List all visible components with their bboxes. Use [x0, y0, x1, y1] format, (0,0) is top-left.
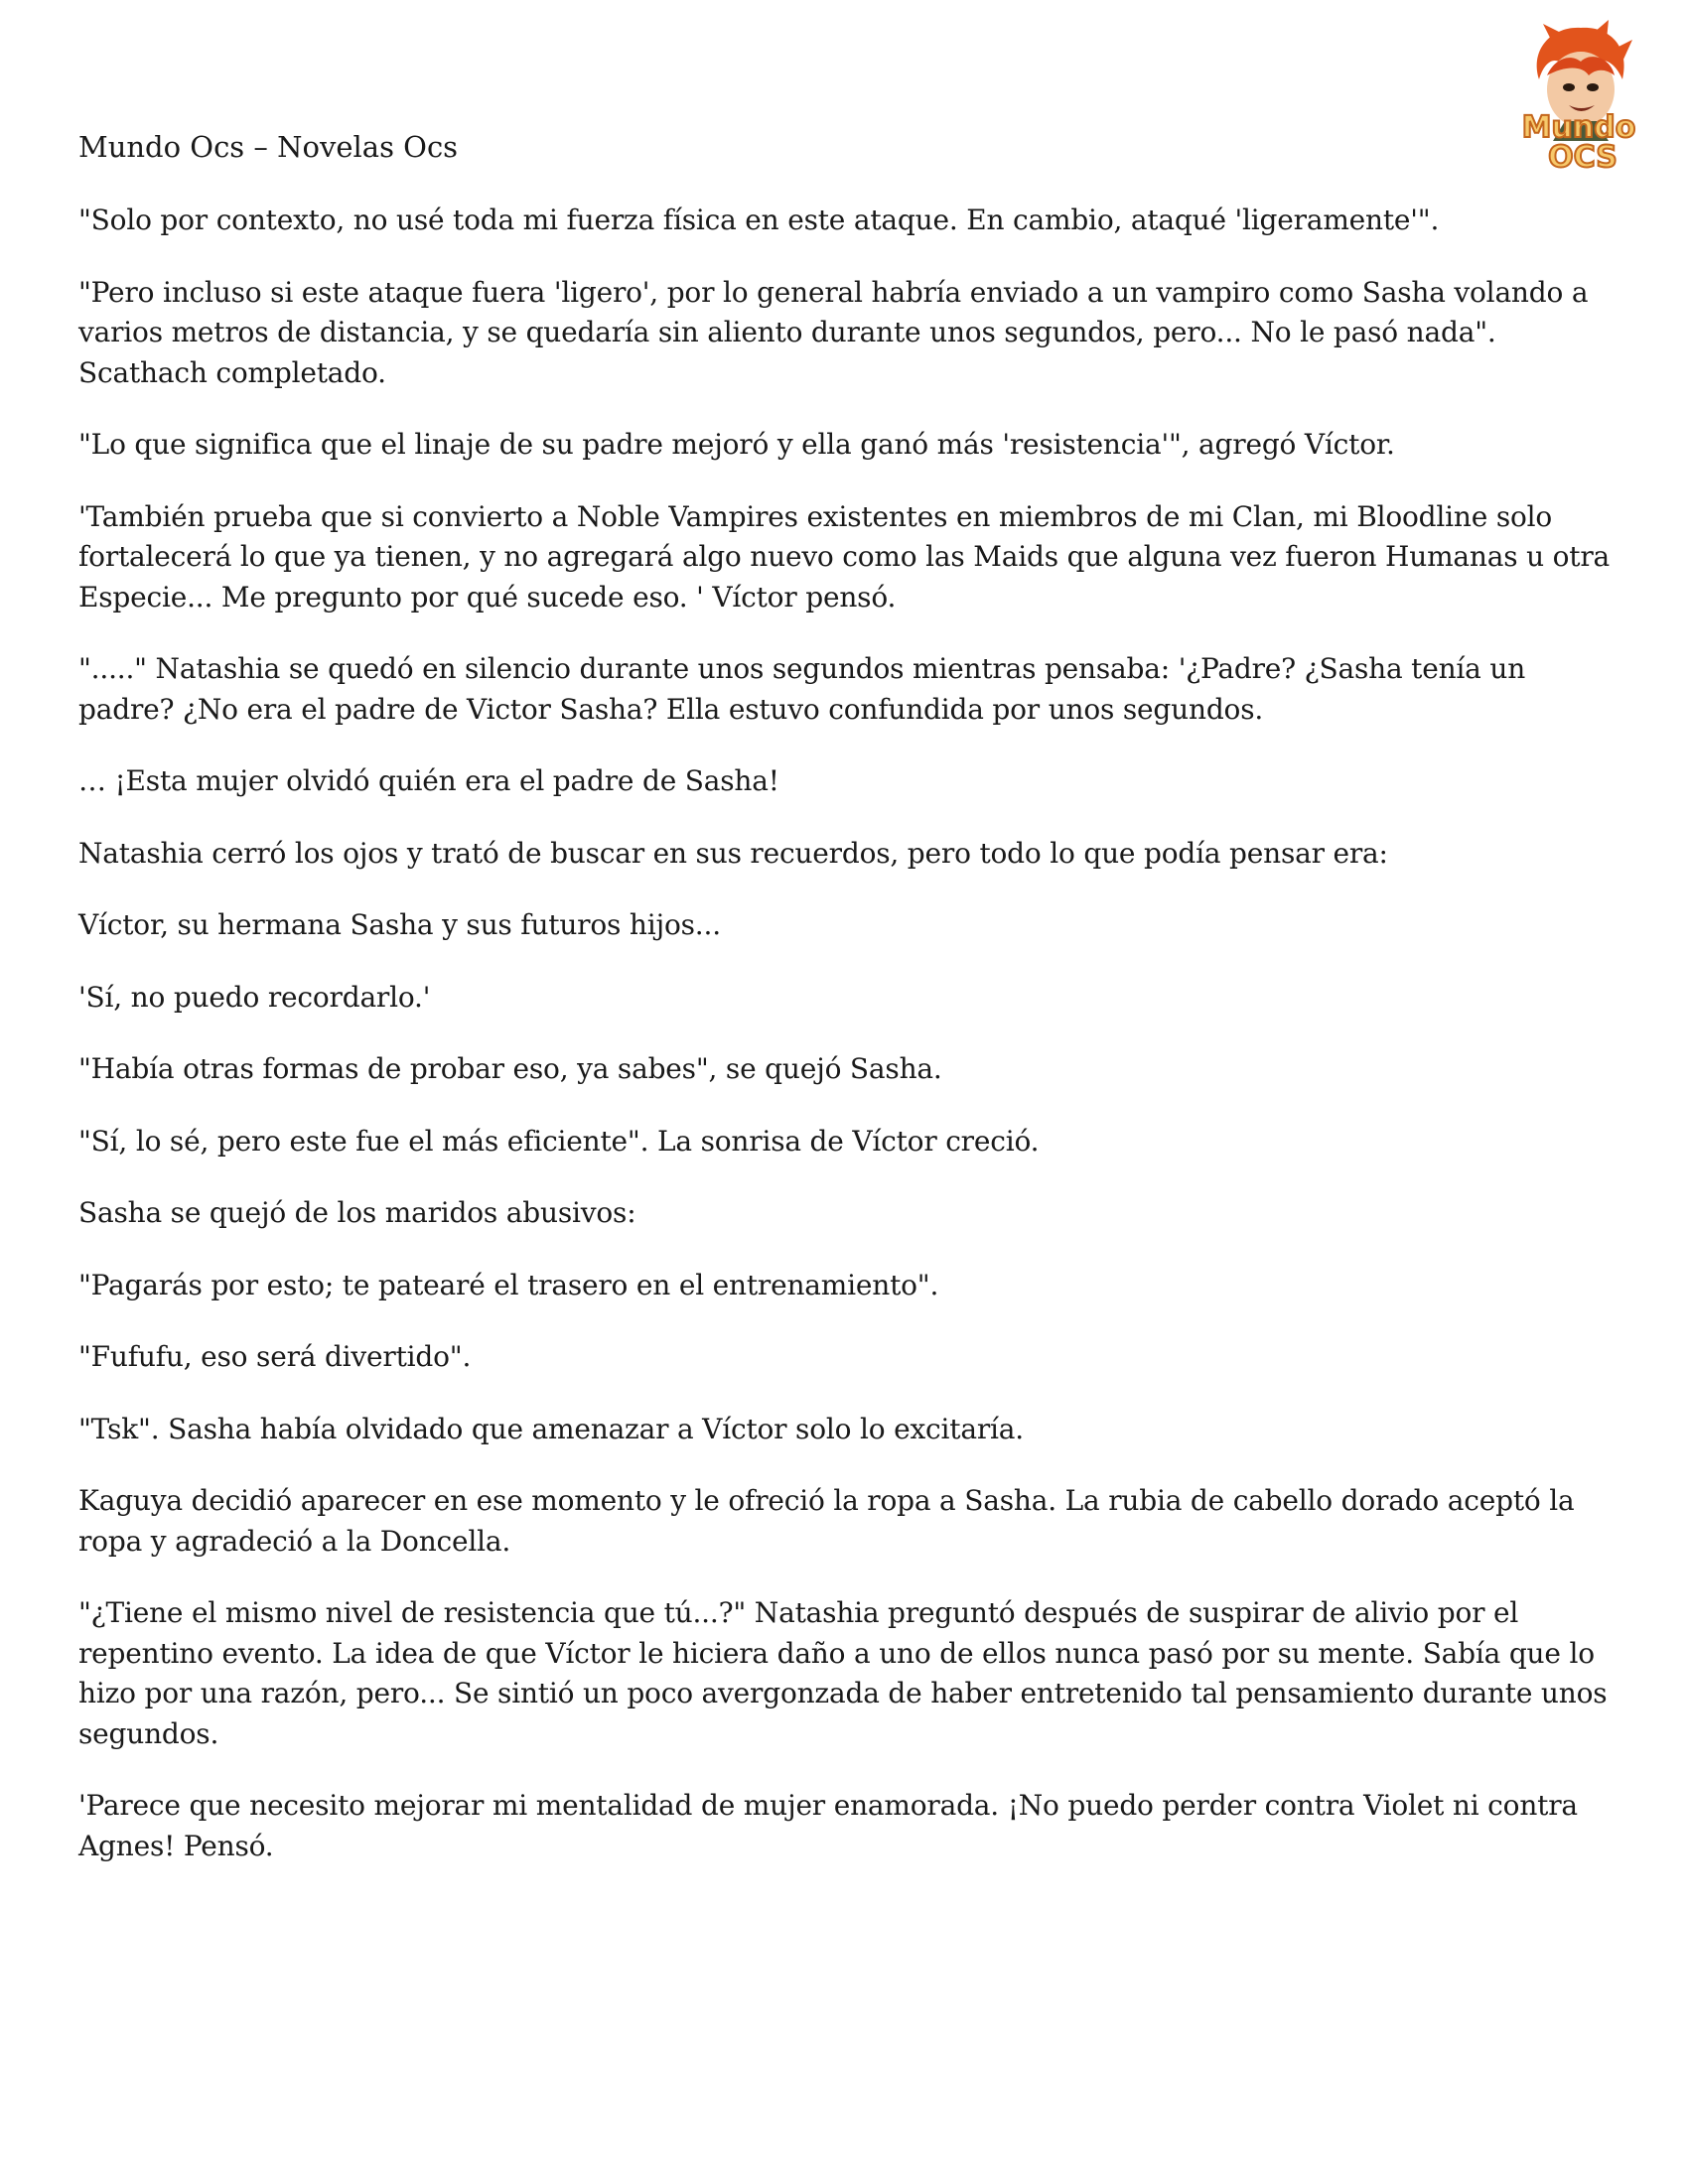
paragraph: "Fufufu, eso será divertido". [78, 1340, 472, 1373]
document-body [78, 201, 1627, 1898]
paragraph: 'Parece que necesito mejorar mi mentalidad de mujer enamorada. ¡No puedo perder contra Violet ni contra Agnes! Pensó. [78, 1789, 1578, 1862]
paragraph: 'También prueba que si convierto a Noble Vampires existentes en miembros de mi Clan, mi Bloodline solo fortalecerá lo que ya tienen, y no agregará algo nuevo como las Maids que alguna vez fueron Humanas u otra Especie... Me pregunto por qué sucede eso. ' Víctor pensó. [78, 499, 1611, 614]
paragraph: "¿Tiene el mismo nivel de resistencia que tú...?" Natashia preguntó después de suspirar de alivio por el repentino evento. La idea de que Víctor le hiciera daño a uno de ellos nunca pasó por su mente. Sabía que lo hizo por una razón, pero... Se sintió un poco avergonzada de haber entretenido tal pensamiento durante unos segundos. [78, 1596, 1608, 1750]
paragraph: "Pagarás por esto; te patearé el trasero en el entrenamiento". [78, 1268, 939, 1301]
paragraph: "Tsk". Sasha había olvidado que amenazar a Víctor solo lo excitaría. [78, 1412, 1024, 1445]
paragraph: Sasha se quejó de los maridos abusivos: [78, 1196, 636, 1229]
paragraph: "Solo por contexto, no usé toda mi fuerza física en este ataque. En cambio, ataqué 'ligeramente'". [78, 204, 1440, 236]
mundo-ocs-logo [1499, 18, 1658, 177]
paragraph: "....." Natashia se quedó en silencio durante unos segundos mientras pensaba: '¿Padre? ¿Sasha tenía un padre? ¿No era el padre de Victor Sasha? Ella estuvo confundida por unos segundos. [78, 652, 1526, 726]
paragraph: "Había otras formas de probar eso, ya sabes", se quejó Sasha. [78, 1052, 942, 1085]
svg-text:Mundo: Mundo [1521, 110, 1636, 145]
document-header: Mundo Ocs – Novelas Ocs [78, 130, 459, 164]
paragraph: "Pero incluso si este ataque fuera 'ligero', por lo general habría enviado a un vampiro como Sasha volando a varios metros de distancia, y se quedaría sin aliento durante unos segundos, pero... No le pasó nada". Scathach completado. [78, 275, 1589, 389]
paragraph: Víctor, su hermana Sasha y sus futuros hijos... [78, 908, 721, 941]
mascot-logo-icon [1499, 18, 1658, 177]
paragraph: Natashia cerró los ojos y trató de buscar en sus recuerdos, pero todo lo que podía pensar era: [78, 836, 1388, 870]
paragraph: Kaguya decidió aparecer en ese momento y le ofreció la ropa a Sasha. La rubia de cabello dorado aceptó la ropa y agradeció a la Doncella. [78, 1484, 1575, 1558]
paragraph: "Sí, lo sé, pero este fue el más eficiente". La sonrisa de Víctor creció. [78, 1124, 1040, 1158]
svg-text:OCS: OCS [1548, 140, 1618, 175]
paragraph: "Lo que significa que el linaje de su padre mejoró y ella ganó más 'resistencia'", agregó Víctor. [78, 428, 1395, 461]
paragraph: 'Sí, no puedo recordarlo.' [78, 980, 431, 1014]
paragraph: … ¡Esta mujer olvidó quién era el padre de Sasha! [78, 764, 779, 797]
